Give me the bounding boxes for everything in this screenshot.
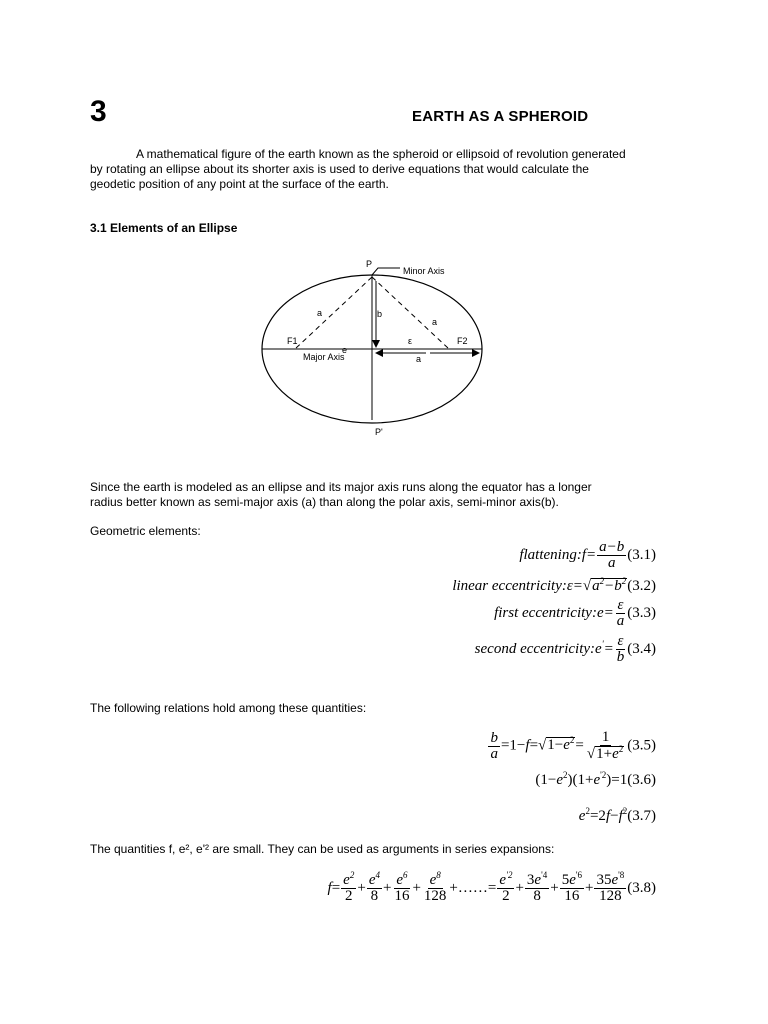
label-a-axis: a [416,354,422,364]
intro-line-1: A mathematical figure of the earth known as the spheroid or ellipsoid of revolution generated [136,147,626,161]
label-minor-axis: Minor Axis [403,266,445,276]
para2-line-1: Since the earth is modeled as an ellipse and its major axis runs along the equator has a longer [90,480,592,494]
relations-label: The following relations hold among these quantities: [90,701,367,715]
eq-3-8-number: 3.8 [632,879,651,896]
eq-3-2-label: linear eccentricity [452,578,562,594]
geometric-elements-label: Geometric elements: [90,524,201,538]
chapter-number: 3 [90,95,107,128]
intro-line-3: geodetic position of any point at the surface of the earth. [90,177,389,191]
equation-3-7: $e^2=2f-f^2(3.7)$ [578,806,656,824]
chapter-title: EARTH AS A SPHEROID [412,108,589,125]
eq-3-6-number: 3.6 [632,772,651,788]
focal-line-left [295,277,372,349]
eq-3-4-label: second eccentricity [474,640,591,657]
label-epsilon: ε [408,336,413,346]
label-major-axis: Major Axis [303,352,345,362]
equation-3-5: $\frac{b}{a}$ $=1-f=√1-e^2=$ $\frac{1}{√1+e^2}$ (3.5) [490,729,656,762]
section-heading: 3.1 Elements of an Ellipse [90,221,238,235]
equation-3-6: $(1-e^2)(1+e^{'2})=1(3.6)$ [535,770,656,788]
label-p-prime: P' [375,427,383,437]
ellipse-diagram [250,255,500,440]
equation-3-2: linear $eccentricity:\varepsilon=√a^2-b^2(3.2)$ [452,576,656,594]
equation-3-1: flattening:f= $\frac{a-b}{a}$ (3.1) [519,539,656,571]
equation-3-3: first eccentricity:e= $\frac{\varepsilon}{a}$ (3.3) [494,597,656,629]
intro-line-2: by rotating an ellipse about its shorter axis is used to derive equations that would calculate the [90,162,589,176]
eq-3-5-number: 3.5 [632,737,651,754]
label-f1: F1 [287,336,298,346]
series-label: The quantities f, e², e'² are small. They can be used as arguments in series expansions: [90,842,555,856]
intro-paragraph [90,147,660,192]
para2-line-2: radius better known as semi-major axis (a) than along the polar axis, semi-minor axis(b). [90,495,559,509]
eq-3-1-number: 3.1 [632,546,651,563]
label-f2: F2 [457,336,468,346]
label-p: P [366,259,373,269]
minor-axis-callout [372,268,400,275]
label-b: b [377,309,383,319]
eq-3-4-number: 3.4 [632,640,651,657]
equation-3-4: second eccentricity:e'= $\frac{\varepsilon}{b}$ (3.4) [474,633,656,665]
label-center: e [342,345,348,355]
eq-3-1-label: flattening [519,546,577,563]
equation-3-8: f= $\frac{e^2}{2}$ + $\frac{e^4}{8}$ + $\frac{e^6}{16}$ + $\frac{e^8}{128}$ +……= $\frac{e^{'2}}{2}$ + $\frac{3e^{'4}}{8}$ + $\frac{5e^{'6}}{16}$ + $\frac{35e^{'8}}{128}$ (3.8) [327,870,656,904]
eq-3-7-number: 3.7 [632,808,651,824]
eq-3-3-label: first eccentricity [494,604,592,621]
label-a-right: a [432,317,438,327]
eq-3-2-number: 3.2 [632,578,651,594]
label-a-left: a [317,308,323,318]
spheroid-paragraph [90,480,660,510]
eq-3-3-number: 3.3 [632,604,651,621]
